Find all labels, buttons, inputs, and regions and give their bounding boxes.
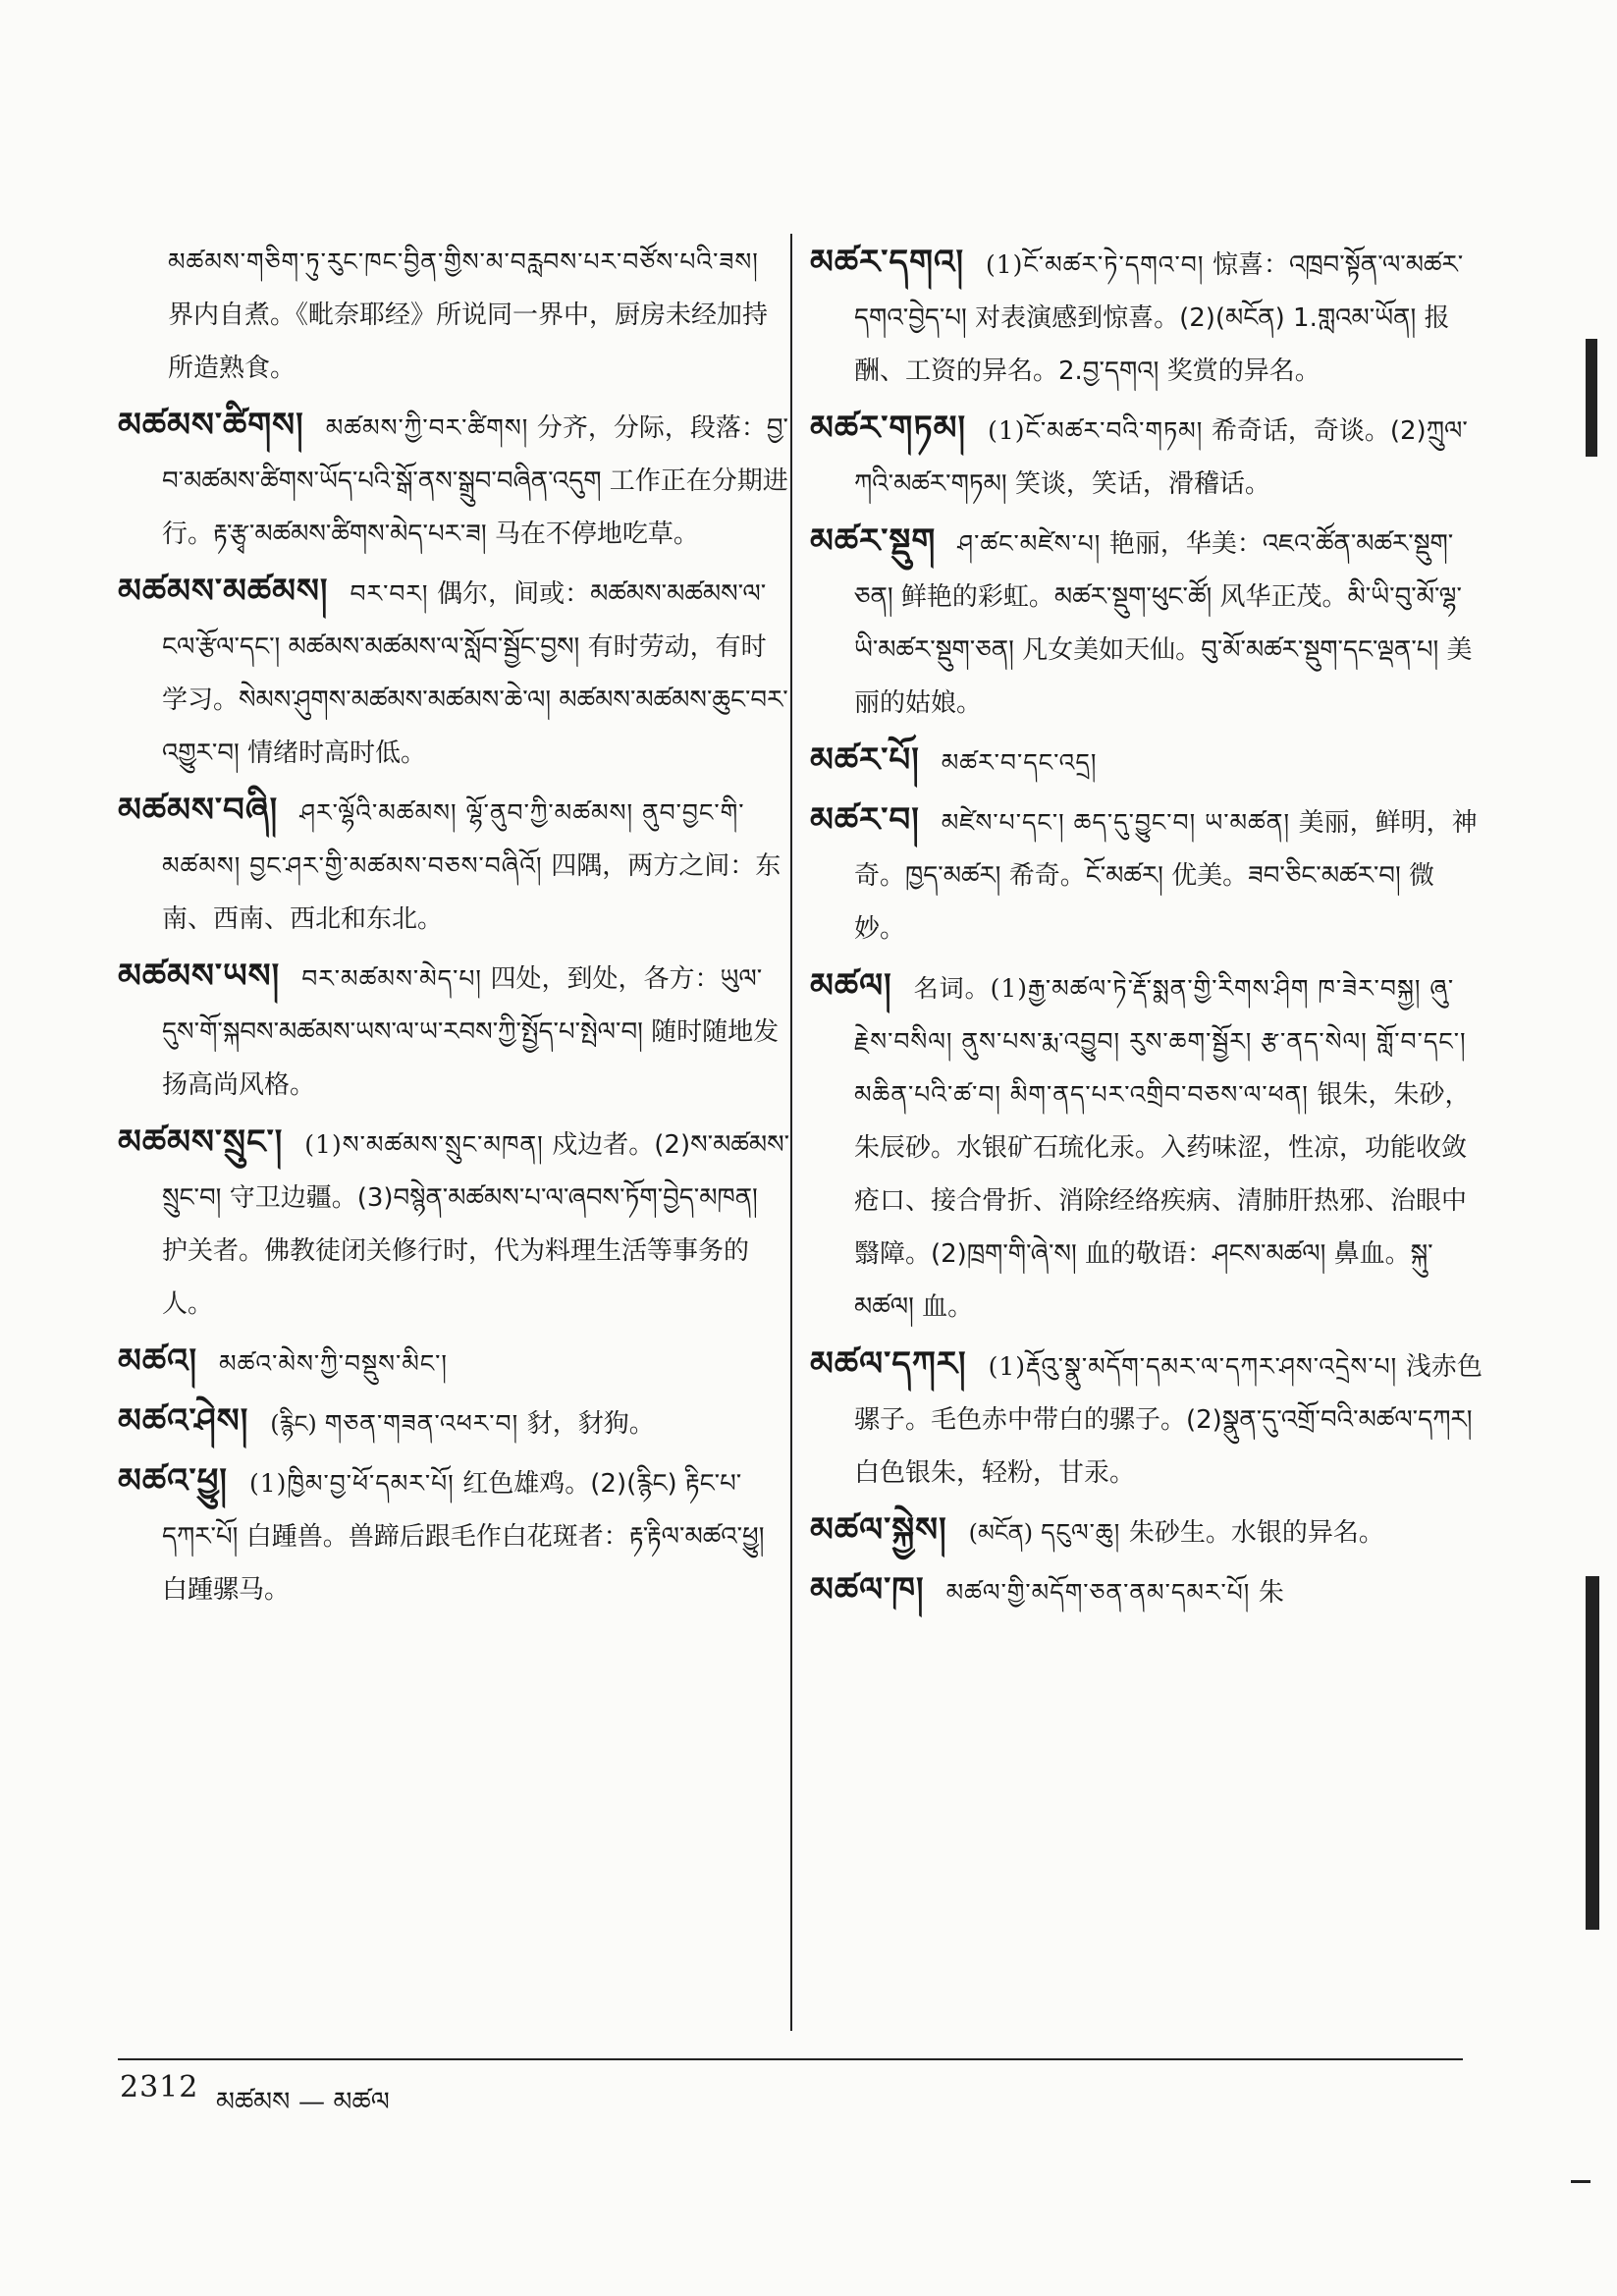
entry-tibetan-definition: (1)ས་མཚམས་སྲུང་མཁན། — [304, 1130, 544, 1159]
entry-tibetan-definition: ཤར་ལྷོའི་མཚམས། ལྷོ་ནུབ་ཀྱི་མཚམས། ནུབ་བྱང་གི་མཚམས། བྱང་ཤར་གྱི་མཚམས་བཅས་བཞིའོ། — [162, 798, 745, 880]
entry-tibetan-definition: (1)རྡོའུ་སྣུ་མདོག་དམར་ལ་དཀར་ཤས་འདྲེས་པ། — [988, 1352, 1398, 1381]
entry-chinese-definition: 四隅，两方之间：东南、西南、西北和东北。 — [162, 851, 782, 934]
margin-mark — [1586, 339, 1597, 457]
entry-headword: མཚལ་སྐྱེས། — [810, 1510, 947, 1550]
running-head: མཚམས — མཚལ — [216, 2087, 390, 2117]
page-number: 2312 — [120, 2070, 199, 2105]
entry-headword: མཚམས་སྲུང་། — [118, 1122, 284, 1162]
dictionary-entry — [118, 784, 790, 946]
entry-chinese-definition: 浅赤色骡子。毛色赤中带白的骡子。(2)སྣུན་དུ་འགྲོ་བའི་མཚལ་དཀར། 白色银朱，轻粉，甘汞。 — [854, 1352, 1482, 1488]
entry-chinese-definition: 四处，到处，各方：ཡུལ་དུས་གོ་སྐབས་མཚམས་ཡས་ལ་ཡ་རབས་ཀྱི་སྤྱོད་པ་སྤེལ་བ། 随时随地发扬高尚风格。 — [162, 964, 780, 1100]
right-column — [810, 236, 1482, 1623]
entry-tibetan-definition: 名词。(1)རྒྱ་མཚལ་ཏེ་རྡོ་སྨན་གྱི་རིགས་ཤིག ཁ་ཟེར་བསྐྱ། ཞུ་རྗེས་བསིལ། ནུས་པས་རྨ་འབྱུབ། རུས་ཆག་སྦྱོར། རྩ་ནད་སེལ། གློ་བ་དང་། མཆིན་པའི་ཚ་བ། མིག་ནད་པར་འགྲིབ་བཅས་ལ་ཕན། — [854, 974, 1467, 1109]
entry-headword: མཚར་དགའ། — [810, 243, 964, 282]
entry-headword: མཚར་བ། — [810, 800, 920, 840]
entry-grammar-tag: (མངོན) — [968, 1519, 1034, 1547]
entry-headword: མཚལ་ཁ། — [810, 1570, 925, 1610]
entry-tibetan-definition: མཚར་བ་དང་འདྲ། — [941, 748, 1098, 777]
margin-mark — [1586, 1576, 1599, 1930]
entry-continuation — [162, 236, 790, 395]
entry-headword: མཚའ་ཕྱུ། — [118, 1461, 228, 1501]
dictionary-entry — [810, 236, 1482, 398]
entry-tibetan-definition: མཚམས་གཅིག་ཏུ་རུང་ཁང་བྱིན་གྱིས་མ་བརླབས་པར་བཙོས་པའི་ཟས། — [168, 247, 759, 276]
entry-headword: མཚའ་ཤེས། — [118, 1401, 249, 1441]
dictionary-entry — [810, 959, 1482, 1334]
entry-chinese-definition: 惊喜：འཁྲབ་སྟོན་ལ་མཚར་དགའ་བྱེད་པ། 对表演感到惊喜。(2)(མངོན) 1.གླའམ་ཡོན། 报酬、工资的异名。2.བྱ་དགའ། 奖赏的异名。 — [854, 250, 1464, 386]
footer-rule — [118, 2058, 1463, 2060]
dictionary-entry — [810, 402, 1482, 511]
entry-headword: མཚམས་བཞི། — [118, 791, 279, 830]
dictionary-entry — [810, 734, 1482, 790]
left-column — [118, 236, 790, 1620]
dictionary-entry — [810, 793, 1482, 956]
entry-chinese-definition: 红色雄鸡。(2)(རྙིང) རྟིང་པ་དཀར་པོ། 白踵兽。兽蹄后跟毛作白花斑者：རྟ་རྟིལ་མཚའ་ཕྱུ། 白踵骡马。 — [162, 1469, 765, 1605]
entry-tibetan-definition: མཚམས་ཀྱི་བར་ཚིགས། — [325, 413, 529, 442]
entry-chinese-definition: 豺，豺狗。 — [526, 1409, 655, 1439]
entry-chinese-definition: 美丽，鲜明，神奇。ཁྱད་མཚར། 希奇。ངོ་མཚར། 优美。ཟབ་ཅིང་མཚར་བ། 微妙。 — [854, 808, 1478, 944]
entry-chinese-definition: 界内自煮。《毗奈耶经》所说同一界中，厨房未经加持所造熟食。 — [168, 301, 769, 383]
entry-chinese-definition: 朱 — [1258, 1578, 1284, 1608]
entry-headword: མཚམས་ཚིགས། — [118, 406, 304, 445]
entry-chinese-definition: 银朱，朱砂，朱辰砂。水银矿石琉化汞。入药味涩，性凉，功能收敛疮口、接合骨折、消除经络疾病、清肺肝热邪、治眼中翳障。(2)ཁྲག་གི་ཞེ་ས། 血的敬语：ཤངས་མཚལ། 鼻血。སྐུ་མཚལ། 血。 — [854, 1080, 1471, 1322]
entry-headword: མཚའ། — [118, 1341, 198, 1381]
entry-tibetan-definition: བར་མཚམས་མེད་པ། — [301, 964, 482, 993]
entry-headword: མཚར་གཏམ། — [810, 409, 967, 448]
column-divider — [790, 234, 792, 2031]
dictionary-entry — [810, 515, 1482, 730]
entry-tibetan-definition: (1)ངོ་མཚར་བའི་གཏམ། — [988, 416, 1204, 445]
entry-tibetan-definition: མཚའ་མེས་ཀྱི་བསྡུས་མིང་། — [219, 1349, 448, 1378]
entry-chinese-definition: 偶尔，间或：མཚམས་མཚམས་ལ་ངལ་རྩོལ་དང་། མཚམས་མཚམས་ལ་སློབ་སྦྱོང་བྱས། 有时劳动，有时学习。སེམས་ཤུགས་མཚམས་མཚམས་ཆེ་ལ། མཚམས་མཚམས་ཆུང་བར་འགྱུར་བ། 情绪时高时低。 — [162, 579, 788, 768]
entry-tibetan-definition: མཛེས་པ་དང་། ཆད་དུ་བྱུང་བ། ཡ་མཚན། — [941, 808, 1291, 837]
entry-tibetan-definition: ཤ་ཚང་མཛེས་པ། — [957, 529, 1102, 558]
dictionary-entry — [118, 1394, 790, 1450]
dictionary-entry — [810, 1503, 1482, 1559]
dictionary-entry — [118, 565, 790, 780]
entry-tibetan-definition: དངུལ་ཆུ། — [1041, 1518, 1121, 1547]
entry-chinese-definition: 戍边者。(2)ས་མཚམས་སྲུང་བ། 守卫边疆。(3)བསྙེན་མཚམས་པ་ལ་ཞབས་ཏོག་བྱེད་མཁན། 护关者。佛教徒闭关修行时，代为料理生活等事务的人。 — [162, 1130, 790, 1319]
dictionary-entry — [118, 399, 790, 561]
dictionary-entry — [810, 1338, 1482, 1500]
entry-chinese-definition: 希奇话，奇谈。(2)ཀྲུལ་ཀའི་མཚར་གཏམ། 笑谈，笑话，滑稽话。 — [854, 416, 1468, 499]
entry-tibetan-definition: བར་བར། — [350, 579, 429, 608]
dictionary-entry — [118, 1335, 790, 1391]
entry-tibetan-definition: (1)ཁྱིམ་བྱ་ཕོ་དམར་པོ། — [248, 1469, 455, 1498]
entry-tibetan-definition: མཚལ་གྱི་མདོག་ཅན་ནམ་དམར་པོ། — [945, 1578, 1251, 1607]
dictionary-entry — [118, 1116, 790, 1331]
entry-headword: མཚལ་དཀར། — [810, 1344, 967, 1384]
entry-headword: མཚམས་ཡས། — [118, 957, 281, 996]
dictionary-entry — [810, 1563, 1482, 1619]
entry-headword: མཚར་སྡུག — [810, 521, 937, 561]
entry-headword: མཚལ། — [810, 966, 892, 1006]
entry-chinese-definition: 朱砂生。水银的异名。 — [1128, 1518, 1384, 1548]
entry-grammar-tag: (རྙིང) — [270, 1410, 317, 1438]
margin-mark — [1571, 2180, 1590, 2183]
dictionary-entry — [118, 950, 790, 1112]
entry-headword: མཚམས་མཚམས། — [118, 572, 329, 611]
dictionary-entry — [118, 1454, 790, 1616]
entry-tibetan-definition: གཅན་གཟན་འཕར་བ། — [324, 1409, 519, 1438]
entry-headword: མཚར་པོ། — [810, 740, 920, 780]
entry-chinese-definition: 艳丽，华美：འཇའ་ཚོན་མཚར་སྡུག་ཅན། 鲜艳的彩虹。མཚར་སྡུག་ཕུང་ཚོ། 风华正茂。མི་ཡི་བུ་མོ་ལྷ་ཡི་མཚར་སྡུག་ཅན། 凡女美如天仙。བུ་མོ་མཚར་སྡུག་དང་ལྡན་པ། 美丽的姑娘。 — [854, 529, 1473, 718]
entry-tibetan-definition: (1)ངོ་མཚར་ཏེ་དགའ་བ། — [986, 250, 1205, 279]
entry-chinese-definition: 分齐，分际，段落：བྱ་བ་མཚམས་ཚིགས་ཡོད་པའི་སྒོ་ནས་སྒྲུབ་བཞིན་འདུག 工作正在分期进行。རྟ་རྩྭ་མཚམས་ཚིགས་མེད་པར་ཟ། 马在不停地吃草。 — [162, 413, 788, 549]
